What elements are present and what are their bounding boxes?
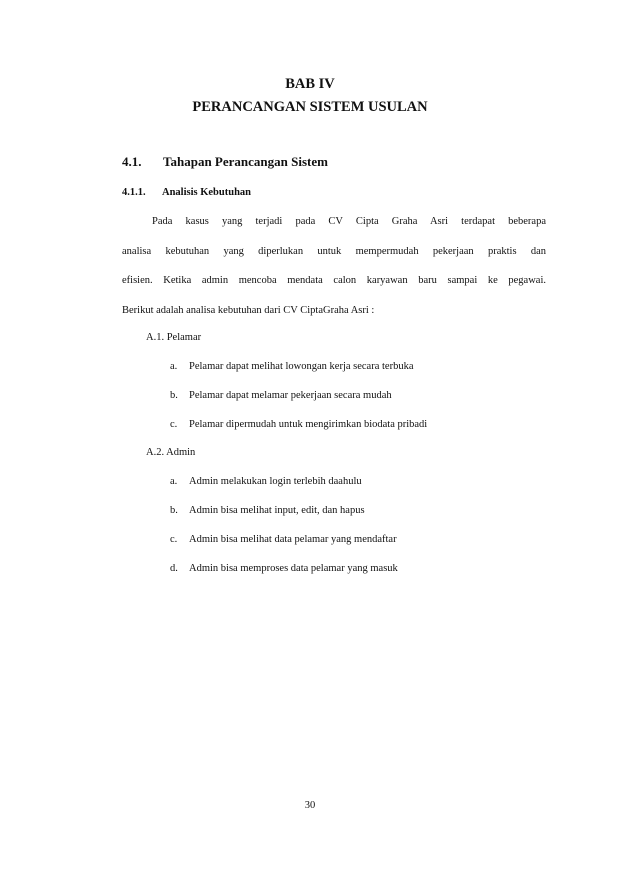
group-label: A.1. Pelamar — [146, 332, 202, 343]
subsection-title: Analisis Kebutuhan — [162, 187, 251, 198]
section-number: 4.1. — [122, 154, 142, 169]
section-title: Tahapan Perancangan Sistem — [163, 154, 328, 169]
list-item-text: Pelamar dapat melamar pekerjaan secara mudah — [189, 390, 392, 401]
list-item-text: Admin melakukan login terlebih daahulu — [189, 476, 362, 487]
list-item-text: Admin bisa melihat input, edit, dan hapus — [189, 505, 365, 516]
list-marker: a. — [170, 361, 178, 372]
list-item-text: Admin bisa memproses data pelamar yang masuk — [189, 563, 398, 574]
subsection-number: 4.1.1. — [122, 187, 146, 198]
chapter-number: BAB IV — [285, 76, 335, 92]
list-marker: c. — [170, 419, 178, 430]
list-marker: c. — [170, 534, 178, 545]
paragraph-line: Berikut adalah analisa kebutuhan dari CV CiptaGraha Asri : — [122, 305, 375, 316]
page-number: 30 — [304, 800, 316, 811]
paragraph-line: efisien. Ketika admin mencoba mendata calon karyawan baru sampai ke pegawai. — [122, 275, 546, 286]
list-marker: d. — [170, 563, 178, 574]
list-item-text: Pelamar dapat melihat lowongan kerja secara terbuka — [189, 361, 414, 372]
paragraph-line: analisa kebutuhan yang diperlukan untuk mempermudah pekerjaan praktis dan — [122, 246, 546, 257]
group-label: A.2. Admin — [146, 447, 196, 458]
list-marker: b. — [170, 505, 178, 516]
paragraph-line: Pada kasus yang terjadi pada CV Cipta Graha Asri terdapat beberapa — [152, 216, 546, 227]
list-marker: a. — [170, 476, 178, 487]
list-marker: b. — [170, 390, 178, 401]
list-item-text: Pelamar dipermudah untuk mengirimkan biodata pribadi — [189, 419, 428, 430]
chapter-title: PERANCANGAN SISTEM USULAN — [192, 99, 428, 115]
list-item-text: Admin bisa melihat data pelamar yang mendaftar — [189, 534, 397, 545]
